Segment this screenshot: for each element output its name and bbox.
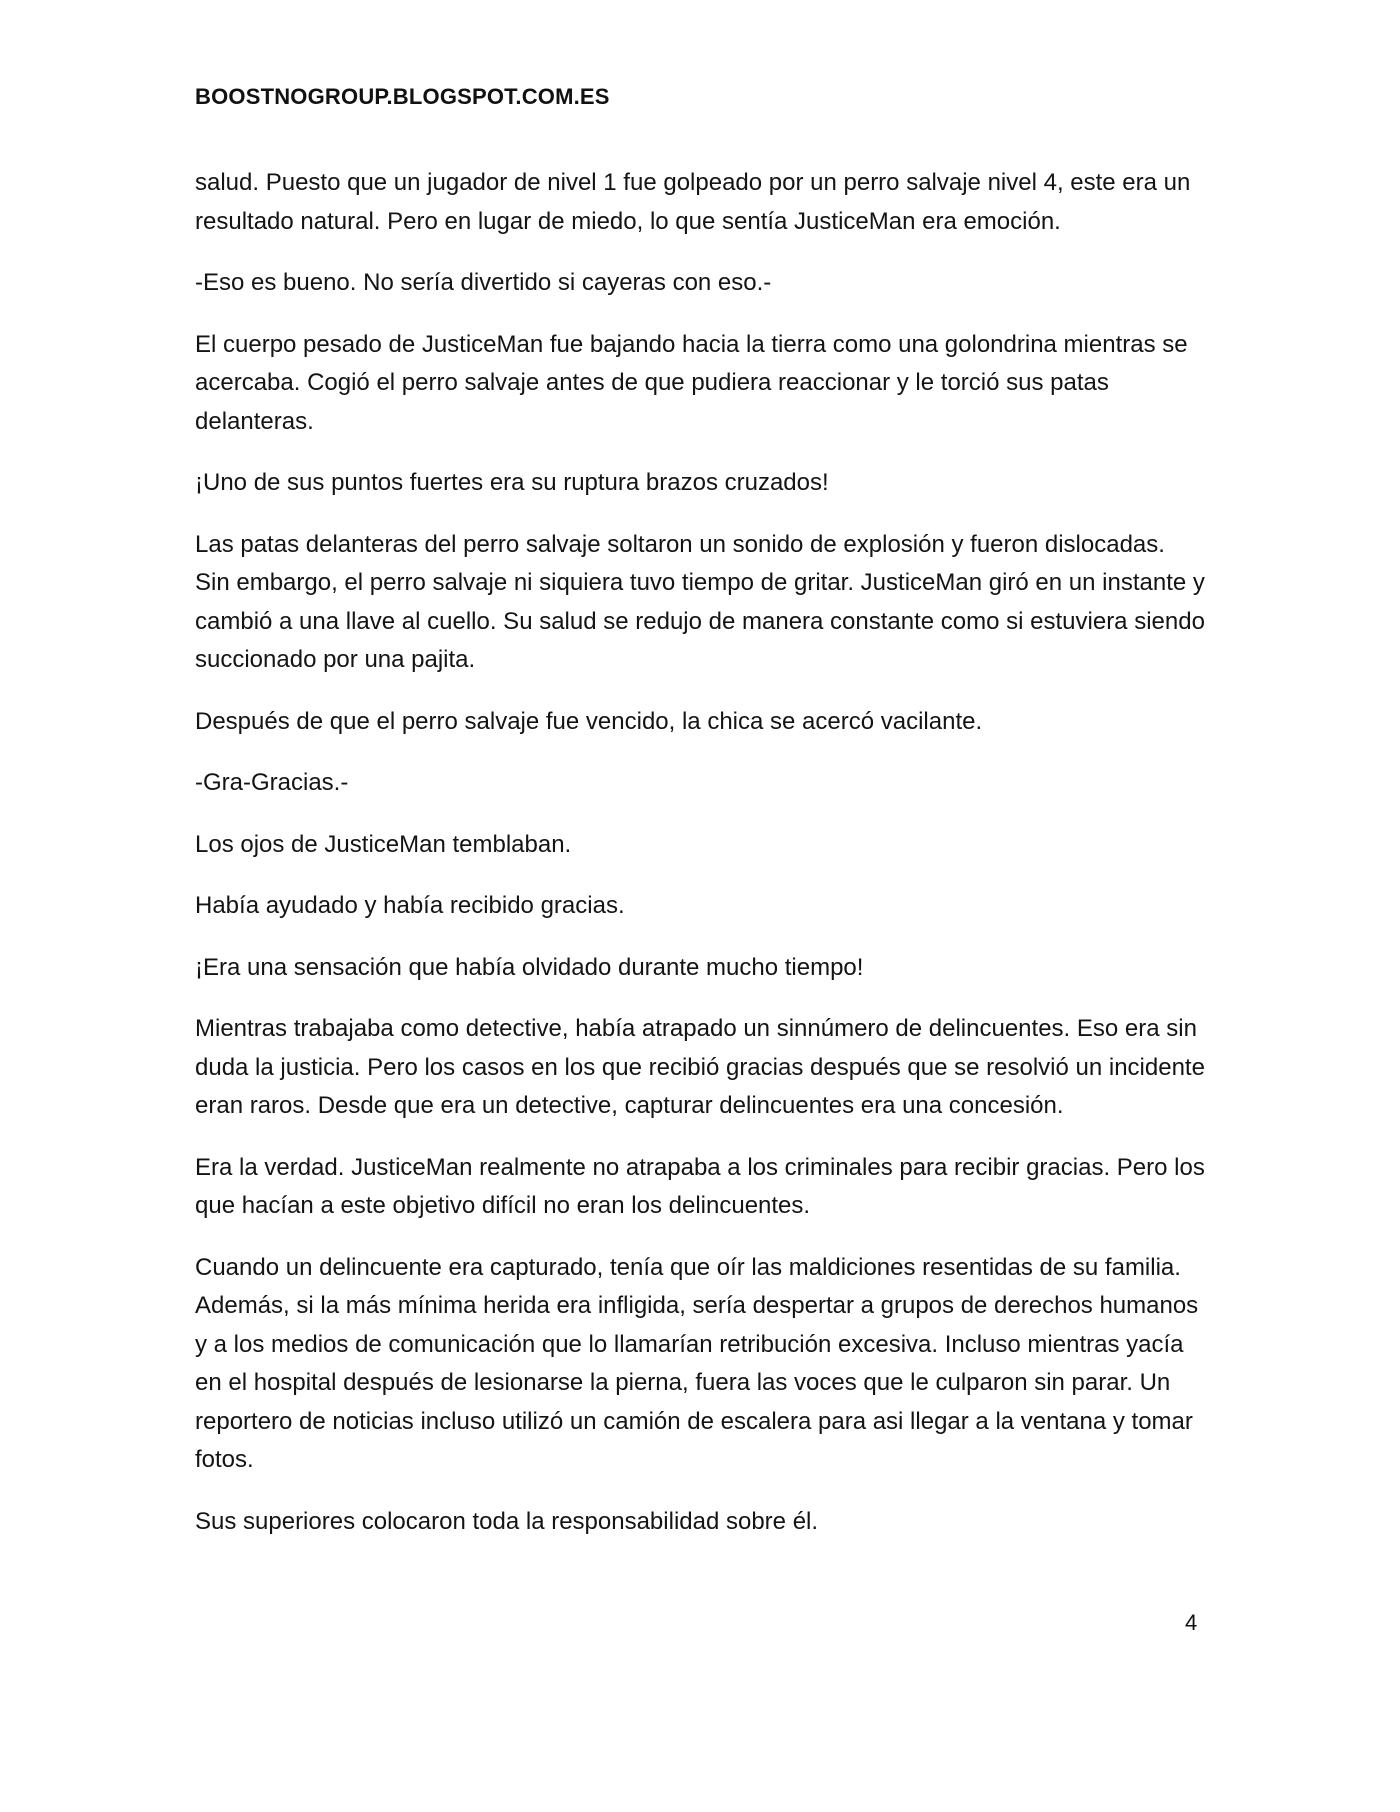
paragraph: Sus superiores colocaron toda la responsabilidad sobre él. — [195, 1507, 819, 1535]
paragraph: Las patas delanteras del perro salvaje soltaron un sonido de explosión y fueron dislocadas. Sin embargo, el perro salvaje ni siquiera tuvo tiempo de gritar. JusticeMan giró en un instante y cambió a una llave al cuello. Su salud se redujo de manera constante como si estuviera siendo succionado por una pajita. — [195, 530, 1205, 673]
paragraph: Cuando un delincuente era capturado, tenía que oír las maldiciones resentidas de su familia. Además, si la más mínima herida era infligida, sería despertar a grupos de derechos humanos y a los medios de comunicación que lo llamarían retribución excesiva. Incluso mientras yacía en el hospital después de lesionarse la pierna, fuera las voces que le culparon sin parar. Un reportero de noticias incluso utilizó un camión de escalera para asi llegar a la ventana y tomar fotos. — [195, 1253, 1199, 1473]
paragraph: ¡Era una sensación que había olvidado durante mucho tiempo! — [195, 953, 864, 981]
paragraph: Había ayudado y había recibido gracias. — [195, 892, 625, 919]
paragraph: Los ojos de JusticeMan temblaban. — [195, 830, 572, 858]
paragraph: Mientras trabajaba como detective, había atrapado un sinnúmero de delincuentes. Eso era sin duda la justicia. Pero los casos en los que recibió gracias después que se resolvió un incidente eran raros. Desde que era un detective, capturar delincuentes era una concesión. — [195, 1015, 1205, 1119]
paragraph: ¡Uno de sus puntos fuertes era su ruptura brazos cruzados! — [195, 469, 829, 496]
paragraph: Era la verdad. JusticeMan realmente no atrapaba a los criminales para recibir gracias. Pero los que hacían a este objetivo difícil no eran los delincuentes. — [195, 1153, 1205, 1219]
body-text — [195, 164, 1205, 1564]
paragraph: -Eso es bueno. No sería divertido si cayeras con eso.- — [195, 269, 772, 296]
paragraph: salud. Puesto que un jugador de nivel 1 fue golpeado por un perro salvaje nivel 4, este era un resultado natural. Pero en lugar de miedo, lo que sentía JusticeMan era emoción. — [195, 169, 1191, 235]
paragraph: El cuerpo pesado de JusticeMan fue bajando hacia la tierra como una golondrina mientras se acercaba. Cogió el perro salvaje antes de que pudiera reaccionar y le torció sus patas delanteras. — [195, 330, 1188, 435]
page-number: 4 — [1185, 1610, 1198, 1635]
page-header: BOOSTNOGROUP.BLOGSPOT.COM.ES — [195, 84, 610, 109]
paragraph: Después de que el perro salvaje fue vencido, la chica se acercó vacilante. — [195, 707, 983, 735]
paragraph: -Gra-Gracias.- — [195, 769, 349, 796]
